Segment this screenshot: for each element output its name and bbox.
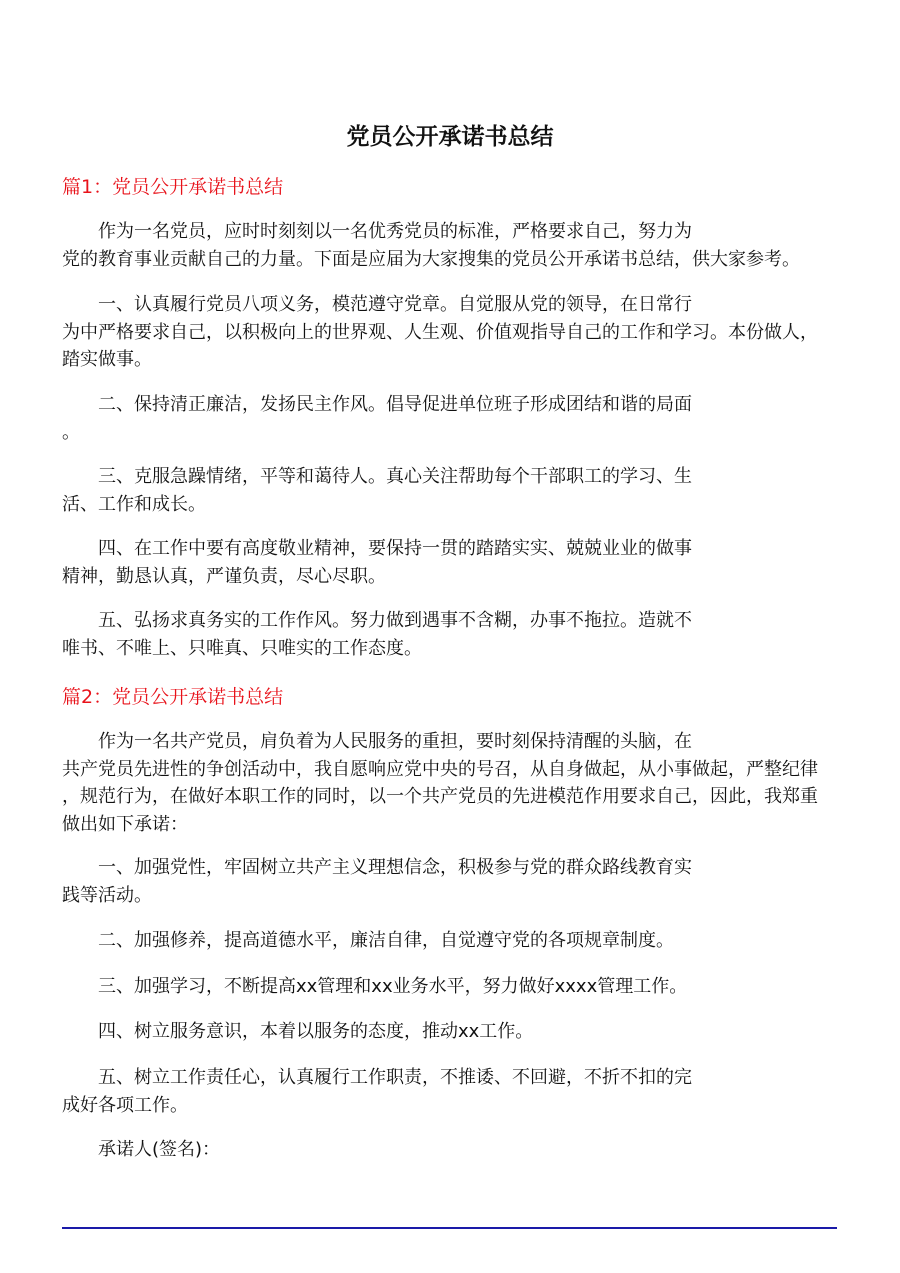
paragraph	[62, 1064, 842, 1119]
paragraph-line: 作为一名党员，应时时刻刻以一名优秀党员的标准，严格要求自己，努力为	[98, 221, 692, 242]
paragraph-line: ，规范行为，在做好本职工作的同时，以一个共产党员的先进模范作用要求自己，因此，我郑重	[62, 786, 818, 807]
paragraph	[62, 1136, 842, 1164]
paragraph-line: 一、认真履行党员八项义务，模范遵守党章。自觉服从党的领导，在日常行	[98, 294, 692, 315]
footer-divider	[62, 1227, 837, 1229]
paragraph-line: 党的教育事业贡献自己的力量。下面是应届为大家搜集的党员公开承诺书总结，供大家参考。	[62, 248, 800, 270]
paragraph-line: 三、克服急躁情绪，平等和蔼待人。真心关注帮助每个干部职工的学习、生	[98, 466, 692, 487]
paragraph-line: 二、保持清正廉洁，发扬民主作风。倡导促进单位班子形成团结和谐的局面	[98, 394, 692, 415]
paragraph-line: 为中严格要求自己，以积极向上的世界观、人生观、价值观指导自己的工作和学习。本份做人，	[62, 321, 818, 343]
paragraph-line: 活、工作和成长。	[62, 493, 206, 515]
section-heading-1: 篇1：党员公开承诺书总结	[62, 176, 284, 198]
paragraph	[62, 728, 842, 838]
paragraph	[62, 973, 842, 1001]
paragraph	[62, 535, 842, 590]
paragraph-line: 唯书、不唯上、只唯真、只唯实的工作态度。	[62, 637, 422, 659]
paragraph-line: 四、在工作中要有高度敬业精神，要保持一贯的踏踏实实、兢兢业业的做事	[98, 538, 692, 559]
paragraph-line: 五、树立工作责任心，认真履行工作职责，不推诿、不回避，不折不扣的完	[98, 1067, 692, 1088]
paragraph-line: 。	[62, 421, 80, 443]
paragraph	[62, 218, 842, 273]
paragraph-line: 四、树立服务意识，本着以服务的态度，推动xx工作。	[98, 1021, 534, 1042]
paragraph	[62, 463, 842, 518]
paragraph	[62, 291, 842, 374]
paragraph-line: 共产党员先进性的争创活动中，我自愿响应党中央的号召，从自身做起，从小事做起，严整纪律	[62, 758, 818, 780]
paragraph-line: 承诺人(签名)：	[98, 1139, 221, 1160]
paragraph-line: 三、加强学习，不断提高xx管理和xx业务水平，努力做好xxxx管理工作。	[98, 976, 688, 997]
paragraph	[62, 927, 842, 955]
paragraph-line: 做出如下承诺：	[62, 813, 188, 835]
paragraph-line: 一、加强党性，牢固树立共产主义理想信念，积极参与党的群众路线教育实	[98, 857, 692, 878]
paragraph-line: 二、加强修养，提高道德水平，廉洁自律，自觉遵守党的各项规章制度。	[98, 930, 674, 951]
paragraph-line: 踏实做事。	[62, 349, 152, 370]
paragraph	[62, 607, 842, 662]
paragraph-line: 成好各项工作。	[62, 1094, 188, 1116]
document-title: 党员公开承诺书总结	[346, 124, 554, 150]
paragraph	[62, 1018, 842, 1046]
paragraph-line: 践等活动。	[62, 884, 152, 906]
paragraph-line: 五、弘扬求真务实的工作作风。努力做到遇事不含糊，办事不拖拉。造就不	[98, 610, 692, 631]
paragraph	[62, 854, 842, 909]
paragraph	[62, 391, 842, 446]
paragraph-line: 作为一名共产党员，肩负着为人民服务的重担，要时刻保持清醒的头脑，在	[98, 731, 692, 752]
paragraph-line: 精神，勤恳认真，严谨负责，尽心尽职。	[62, 565, 386, 587]
section-heading-2: 篇2：党员公开承诺书总结	[62, 686, 284, 708]
